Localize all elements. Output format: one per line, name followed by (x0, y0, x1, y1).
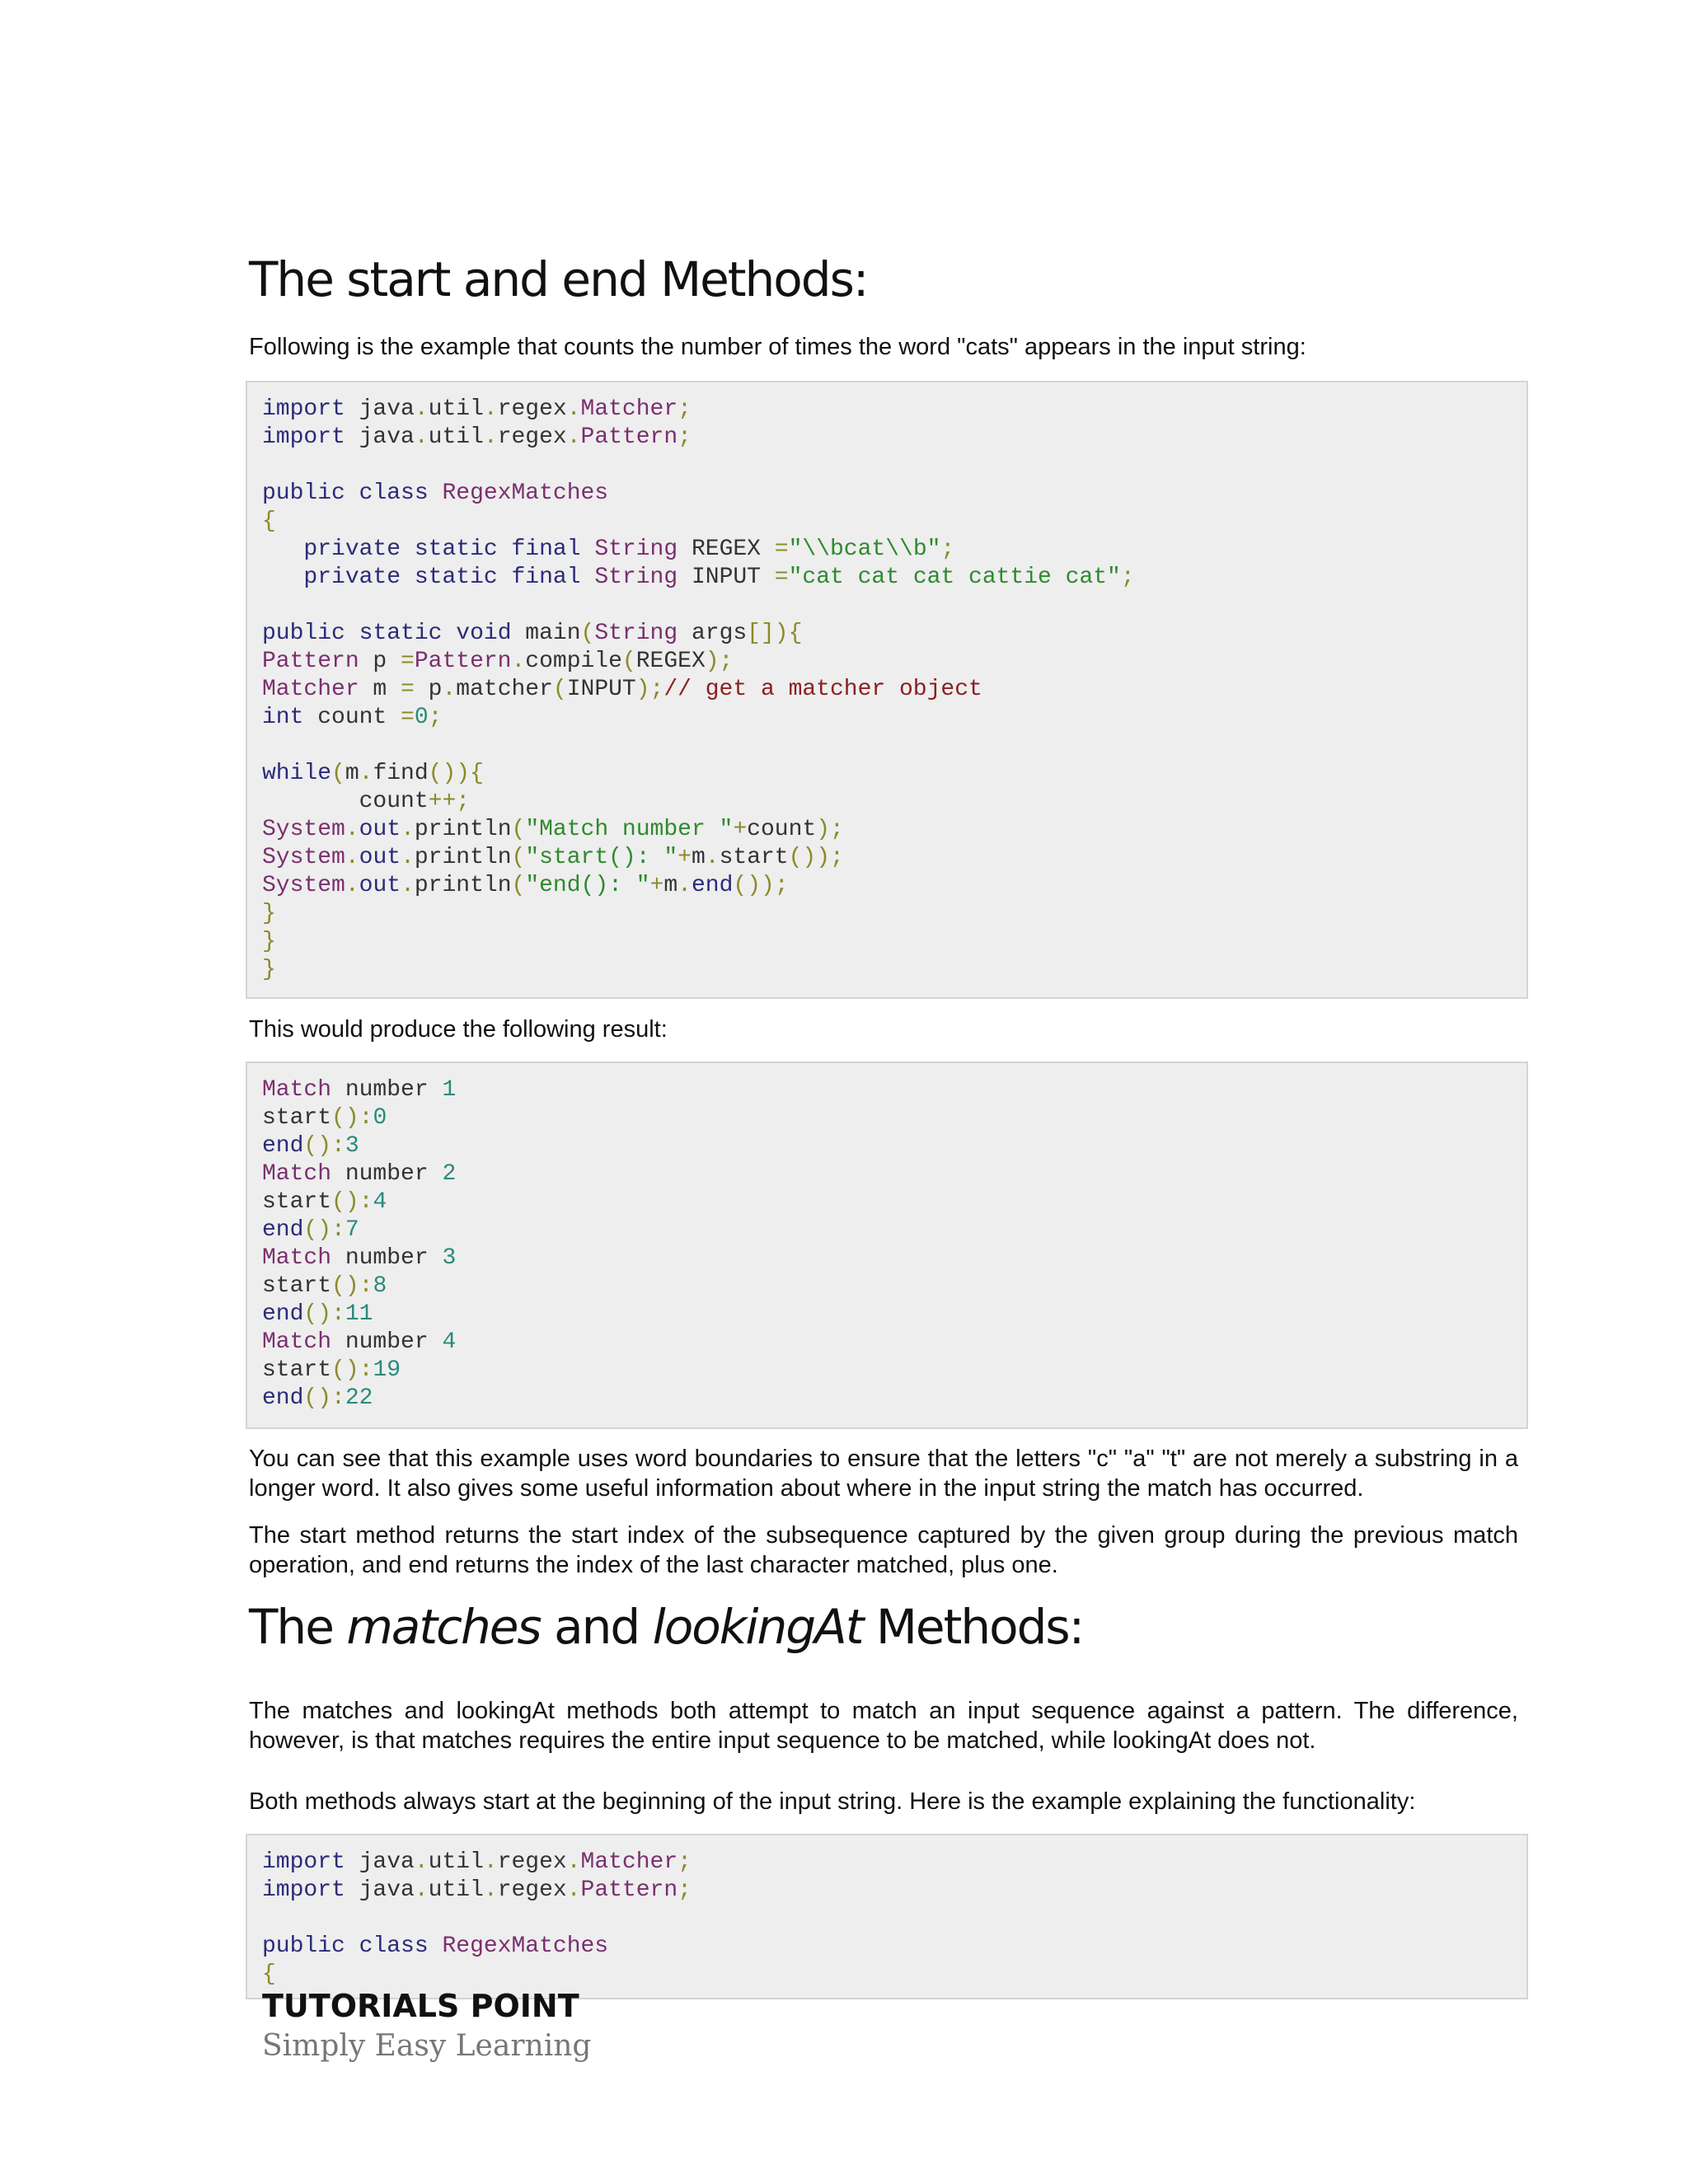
code-token: println (414, 873, 512, 898)
result-intro: This would produce the following result: (249, 1016, 668, 1043)
title-text: and (540, 1599, 653, 1655)
code-token: number (331, 1245, 443, 1271)
code-token: util (428, 1877, 484, 1903)
code-token: 3 (345, 1133, 359, 1159)
code-token: (): (303, 1385, 345, 1411)
explanation-word-boundaries: You can see that this example uses word boundaries to ensure that the letters "c" "a" "t" are not merely a substring in a longer word. It also gives some useful information about where in the input string the match has occurred. (249, 1446, 1518, 1502)
code-block-example (246, 381, 1528, 999)
code-token (262, 537, 303, 562)
code-token: ()); (788, 845, 844, 870)
code-token: end (262, 1217, 304, 1243)
code-token: . (483, 1849, 498, 1875)
output-listing (262, 1076, 1510, 1413)
code-token (345, 1933, 359, 1959)
code-token: matcher (456, 677, 553, 702)
code-token: . (483, 396, 498, 422)
code-token: (): (303, 1301, 345, 1327)
code-token: + (678, 845, 692, 870)
code-token: ++; (428, 789, 471, 814)
code-token: start (262, 1273, 332, 1299)
code-token: (): (331, 1273, 373, 1299)
code-token: . (414, 424, 429, 450)
code-token: public (262, 480, 345, 506)
code-token: 7 (345, 1217, 359, 1243)
code-token: println (414, 817, 512, 842)
code-listing (262, 396, 1510, 984)
code-token: INPUT (678, 565, 775, 590)
code-token: . (566, 1877, 581, 1903)
code-block-output (246, 1062, 1528, 1429)
code-token: Pattern (580, 424, 678, 450)
code-token: 0 (414, 705, 429, 730)
code-token: . (414, 1849, 429, 1875)
code-token: RegexMatches (442, 480, 609, 506)
code-token: regex (497, 396, 567, 422)
code-token: . (566, 1849, 581, 1875)
code-token: 8 (373, 1273, 387, 1299)
code-token: ; (678, 1849, 692, 1875)
code-token: static (414, 537, 498, 562)
code-token: import (262, 1877, 345, 1903)
code-token: Pattern (414, 649, 512, 674)
code-token: end (262, 1301, 304, 1327)
code-token: "end(): " (525, 873, 650, 898)
code-token: . (401, 873, 415, 898)
code-token (262, 565, 303, 590)
code-token: "cat cat cat cattie cat" (788, 565, 1121, 590)
code-token: import (262, 1849, 345, 1875)
code-token: out (359, 817, 401, 842)
code-token: out (359, 845, 401, 870)
code-token: ); (635, 677, 664, 702)
code-token: = (401, 649, 415, 674)
code-token: final (511, 537, 581, 562)
code-token: ; (428, 705, 443, 730)
code-token: Match (262, 1329, 332, 1355)
code-token: { (262, 509, 276, 534)
code-token: . (401, 845, 415, 870)
code-token: REGEX (635, 649, 706, 674)
code-token: String (594, 621, 678, 646)
code-token: p (359, 649, 401, 674)
code-token: java (345, 396, 415, 422)
code-token: RegexMatches (442, 1933, 609, 1959)
code-token: System (262, 873, 345, 898)
code-token: System (262, 845, 345, 870)
code-token: p (414, 677, 443, 702)
code-token: while (262, 761, 332, 786)
code-token: . (345, 845, 359, 870)
code-token: out (359, 873, 401, 898)
code-token: 3 (442, 1245, 457, 1271)
code-token: (): (303, 1133, 345, 1159)
code-token: util (428, 396, 484, 422)
code-token: []){ (747, 621, 803, 646)
code-token: ( (511, 873, 526, 898)
code-token: ()); (733, 873, 789, 898)
code-token: . (566, 396, 581, 422)
code-token: regex (497, 1877, 567, 1903)
code-token: ( (511, 817, 526, 842)
code-token: Matcher (580, 396, 678, 422)
code-token: java (345, 1849, 415, 1875)
code-token: INPUT (566, 677, 636, 702)
code-token: . (401, 817, 415, 842)
code-token: "\\bcat\\b" (788, 537, 941, 562)
code-token: = (774, 537, 789, 562)
code-token: ); (816, 817, 844, 842)
code-token: public (262, 621, 345, 646)
code-token (429, 1933, 443, 1959)
code-token: static (359, 621, 443, 646)
code-token: Match (262, 1161, 332, 1187)
code-token (401, 537, 415, 562)
footer-brand: TUTORIALS POINT (262, 1988, 579, 2024)
code-token: number (331, 1077, 443, 1103)
code-token: 11 (345, 1301, 373, 1327)
code-token: . (483, 1877, 498, 1903)
code-token (429, 480, 443, 506)
code-token: start (262, 1189, 332, 1215)
code-token: . (345, 873, 359, 898)
code-token: 22 (345, 1385, 373, 1411)
code-token: . (483, 424, 498, 450)
code-token (581, 537, 595, 562)
code-token: void (456, 621, 512, 646)
code-token: ( (511, 845, 526, 870)
code-token: Match (262, 1077, 332, 1103)
code-token: ()){ (428, 761, 484, 786)
code-token: class (359, 1933, 429, 1959)
code-token: System (262, 817, 345, 842)
title-text: The (249, 1599, 347, 1655)
code-token: 4 (373, 1189, 387, 1215)
code-token: regex (497, 424, 567, 450)
code-token: args (678, 621, 748, 646)
code-token: . (414, 396, 429, 422)
section-intro: Following is the example that counts the number of times the word "cats" appears in the input string: (249, 334, 1306, 360)
code-token: private (303, 537, 401, 562)
code-token: } (262, 929, 276, 954)
section-title-start-end: The start and end Methods: (249, 251, 868, 307)
code-listing-partial (262, 1849, 1510, 1989)
code-token (401, 565, 415, 590)
code-token: m (663, 873, 678, 898)
code-token: (): (331, 1105, 373, 1131)
code-token: . (442, 677, 457, 702)
code-token: { (262, 1961, 276, 1987)
code-token: regex (497, 1849, 567, 1875)
code-token: count (262, 789, 429, 814)
code-token: start (262, 1105, 332, 1131)
code-token: } (262, 901, 276, 926)
code-token: ; (678, 1877, 692, 1903)
code-token: static (414, 565, 498, 590)
code-token: ); (705, 649, 734, 674)
code-token: (): (331, 1189, 373, 1215)
code-token: ( (552, 677, 567, 702)
code-token: ; (1120, 565, 1135, 590)
code-token: java (345, 1877, 415, 1903)
code-token: find (373, 761, 429, 786)
code-token: class (359, 480, 429, 506)
code-token: 19 (373, 1357, 401, 1383)
code-token: ( (580, 621, 595, 646)
code-token: ; (940, 537, 955, 562)
code-token: ; (678, 396, 692, 422)
code-token: end (262, 1385, 304, 1411)
section-title-matches-lookingat (249, 1599, 1083, 1655)
matches-lookingat-description: The matches and lookingAt methods both attempt to match an input sequence against a pattern. The difference, however, is that matches requires the entire input sequence to be matched, while lookingAt does not. (249, 1698, 1518, 1754)
code-token (498, 537, 512, 562)
matches-lookingat-intro: Both methods always start at the beginning of the input string. Here is the example explaining the functionality: (249, 1788, 1416, 1815)
code-token: 2 (442, 1161, 457, 1187)
code-token: start (719, 845, 789, 870)
footer-tagline: Simply Easy Learning (262, 2029, 592, 2063)
code-token: 0 (373, 1105, 387, 1131)
code-token: "Match number " (525, 817, 734, 842)
code-token: number (331, 1329, 443, 1355)
code-token: String (594, 537, 678, 562)
code-token: Matcher (262, 677, 359, 702)
code-token (345, 621, 359, 646)
code-token (498, 565, 512, 590)
title-text: Methods: (862, 1599, 1084, 1655)
code-token: m (691, 845, 706, 870)
code-token: . (678, 873, 692, 898)
title-emphasis: matches (346, 1599, 541, 1655)
code-block-matches-example (246, 1834, 1528, 1999)
code-token: (): (331, 1357, 373, 1383)
code-token: // get a matcher object (663, 677, 982, 702)
code-token: compile (525, 649, 622, 674)
code-token: m (345, 761, 359, 786)
code-token: = (401, 677, 415, 702)
code-token: util (428, 424, 484, 450)
code-token (581, 565, 595, 590)
code-token: count (747, 817, 817, 842)
code-token: . (414, 1877, 429, 1903)
code-token: + (733, 817, 748, 842)
code-token (345, 480, 359, 506)
code-token: Match (262, 1245, 332, 1271)
title-emphasis: lookingAt (652, 1599, 863, 1655)
code-token: + (649, 873, 664, 898)
code-token: } (262, 957, 276, 982)
code-token: REGEX (678, 537, 775, 562)
code-token: . (359, 761, 373, 786)
code-token: end (262, 1133, 304, 1159)
code-token: start (262, 1357, 332, 1383)
code-token: count (303, 705, 401, 730)
code-token: ( (621, 649, 636, 674)
code-token: final (511, 565, 581, 590)
code-token: private (303, 565, 401, 590)
code-token: 4 (442, 1329, 457, 1355)
code-token: . (511, 649, 526, 674)
code-token: 1 (442, 1077, 457, 1103)
code-token: Matcher (580, 1849, 678, 1875)
code-token: . (566, 424, 581, 450)
code-token: = (401, 705, 415, 730)
code-token: Pattern (262, 649, 359, 674)
code-token: import (262, 396, 345, 422)
code-token: ( (331, 761, 345, 786)
code-token: = (774, 565, 789, 590)
code-token: java (345, 424, 415, 450)
code-token: (): (303, 1217, 345, 1243)
code-token: println (414, 845, 512, 870)
code-token: end (691, 873, 734, 898)
code-token: import (262, 424, 345, 450)
code-token: "start(): " (525, 845, 678, 870)
code-token: main (511, 621, 581, 646)
code-token: ; (678, 424, 692, 450)
explanation-start-end: The start method returns the start index of the subsequence captured by the given group during the previous match operation, and end returns the index of the last character matched, plus one. (249, 1522, 1518, 1578)
code-token: util (428, 1849, 484, 1875)
code-token: . (345, 817, 359, 842)
code-token: . (705, 845, 720, 870)
code-token: public (262, 1933, 345, 1959)
code-token: String (594, 565, 678, 590)
code-token: int (262, 705, 304, 730)
code-token (442, 621, 456, 646)
code-token: Pattern (580, 1877, 678, 1903)
code-token: m (359, 677, 401, 702)
code-token: number (331, 1161, 443, 1187)
